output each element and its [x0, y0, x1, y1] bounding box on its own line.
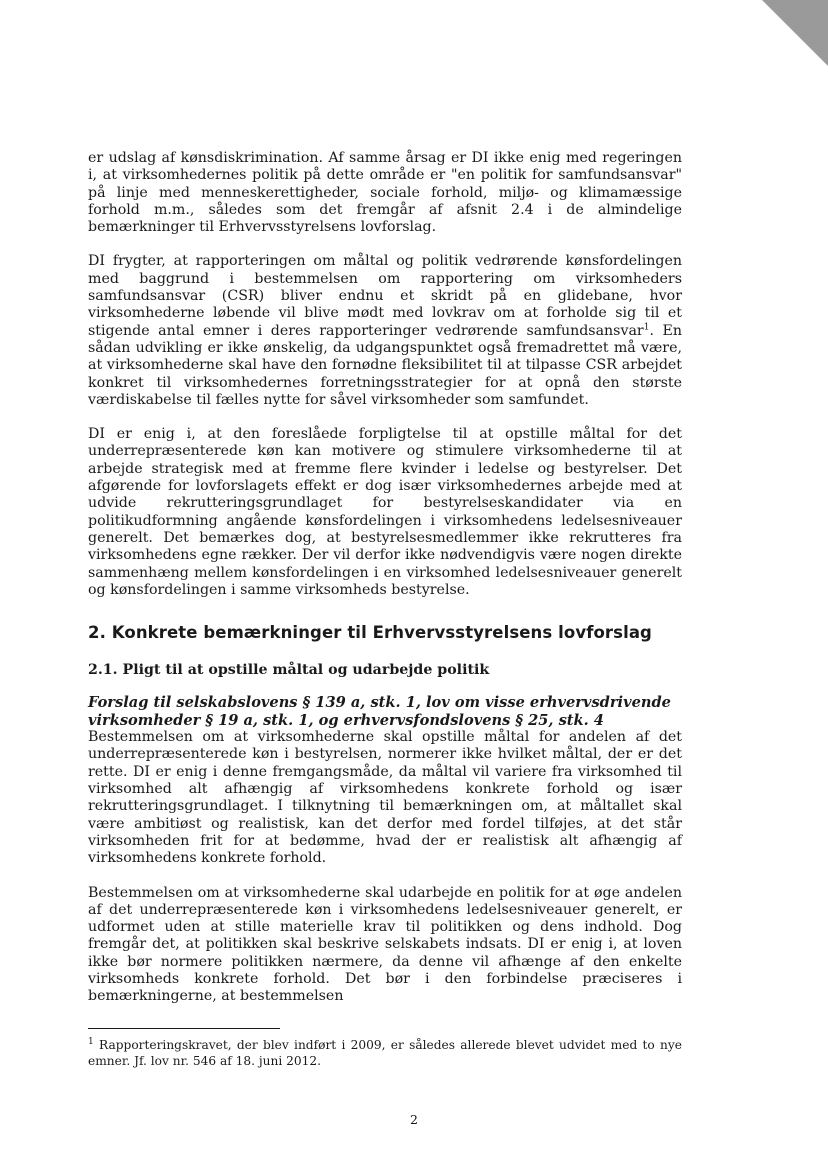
- footnote-number: 1: [88, 1036, 94, 1047]
- footnote: [88, 1038, 682, 1069]
- paragraph-section-1: Bestemmelsen om at virksomhederne skal opstille måltal for andelen af det underrepræsenterede køn i bestyrelsen, normerer ikke hvilket måltal, der er det rette. DI er enig i denne fremgangsmåde, da måltal vil variere fra virksomhed til virksomhed alt afhængig af virksomhedens konkrete forhold og især rekrutteringsgrundlaget. I tilknytning til bemærkningen om, at måltallet skal være ambitiøst og realistisk, kan det derfor med fordel tilføjes, at det står virksomheden frit for at bedømme, hvad der er realistisk alt afhængig af virksomhedens konkrete forhold.: [88, 729, 682, 867]
- paragraph-intro-1: er udslag af kønsdiskrimination. Af samme årsag er DI ikke enig med regeringen i, at virksomhedernes politik på dette område er "en politik for samfundsansvar" på linje med menneskerettigheder, sociale forhold, miljø- og klimamæssige forhold m.m., således som det fremgår af afsnit 2.4 i de almindelige bemærkninger til Erhvervsstyrelsens lovforslag.: [88, 150, 682, 236]
- footnote-divider: [88, 1028, 280, 1029]
- paragraph-intro-2-text: DI frygter, at rapporteringen om måltal og politik vedrørende kønsfordelingen med baggrund i bestemmelsen om rapportering om virksomheders samfundsansvar (CSR) bliver endnu et skridt på en glidebane, hvor virksomhederne løbende vil blive mødt med lovkrav om at forholde sig til et stigende antal emner i deres rapporteringer vedrørende samfundsansvar: [88, 253, 682, 339]
- document-body: [88, 150, 682, 1006]
- subsection-heading: 2.1. Pligt til at opstille måltal og udarbejde politik: [88, 662, 490, 679]
- footnote-reference[interactable]: 1: [643, 321, 650, 332]
- section-heading: 2. Konkrete bemærkninger til Erhvervsstyrelsens lovforslag: [88, 623, 652, 643]
- page-number: 2: [410, 1112, 418, 1127]
- proposal-heading: Forslag til selskabslovens § 139 a, stk. 1, lov om visse erhvervsdrivende virksomheder § 19 a, stk. 1, og erhvervsfondslovens § 25, stk. 4: [88, 694, 671, 729]
- paragraph-intro-2-rest: . En sådan udvikling er ikke ønskelig, da udgangspunktet også fremadrettet må være, at virksomhederne skal have den fornødne fleksibilitet til at tilpasse CSR arbejdet konkret til virksomhedernes forretningsstrategier for at opnå den største værdiskabelse til fælles nytte for såvel virksomheder som samfundet.: [88, 322, 682, 408]
- page-corner-shadow: [762, 0, 828, 66]
- paragraph-intro-2: [88, 253, 682, 409]
- footnote-text: Rapporteringskravet, der blev indført i 2009, er således allerede blevet udvidet med to nye emner. Jf. lov nr. 546 af 18. juni 2012.: [88, 1038, 682, 1068]
- paragraph-intro-3: DI er enig i, at den foreslåede forpligtelse til at opstille måltal for det underrepræsenterede køn kan motivere og stimulere virksomhederne til at arbejde strategisk med at fremme flere kvinder i ledelse og bestyrelser. Det afgørende for lovforslagets effekt er dog især virksomhedernes arbejde med at udvide rekrutteringsgrundlaget for bestyrelseskandidater via en politikudformning angående kønsfordelingen i virksomhedens ledelsesniveauer generelt. Det bemærkes dog, at bestyrelsesmedlemmer ikke rekrutteres fra virksomhedens egne rækker. Der vil derfor ikke nødvendigvis være nogen direkte sammenhæng mellem kønsfordelingen i en virksomhed ledelsesniveauer generelt og kønsfordelingen i samme virksomheds bestyrelse.: [88, 426, 682, 598]
- paragraph-section-2: Bestemmelsen om at virksomhederne skal udarbejde en politik for at øge andelen af det underrepræsenterede køn i virksomhedens ledelsesniveauer generelt, er udformet uden at stille materielle krav til politikken og dens indhold. Dog fremgår det, at politikken skal beskrive selskabets indsats. DI er enig i, at loven ikke bør normere politikken nærmere, da denne vil afhænge af den enkelte virksomheds konkrete forhold. Det bør i den forbindelse præciseres i bemærkningerne, at bestemmelsen: [88, 884, 682, 1005]
